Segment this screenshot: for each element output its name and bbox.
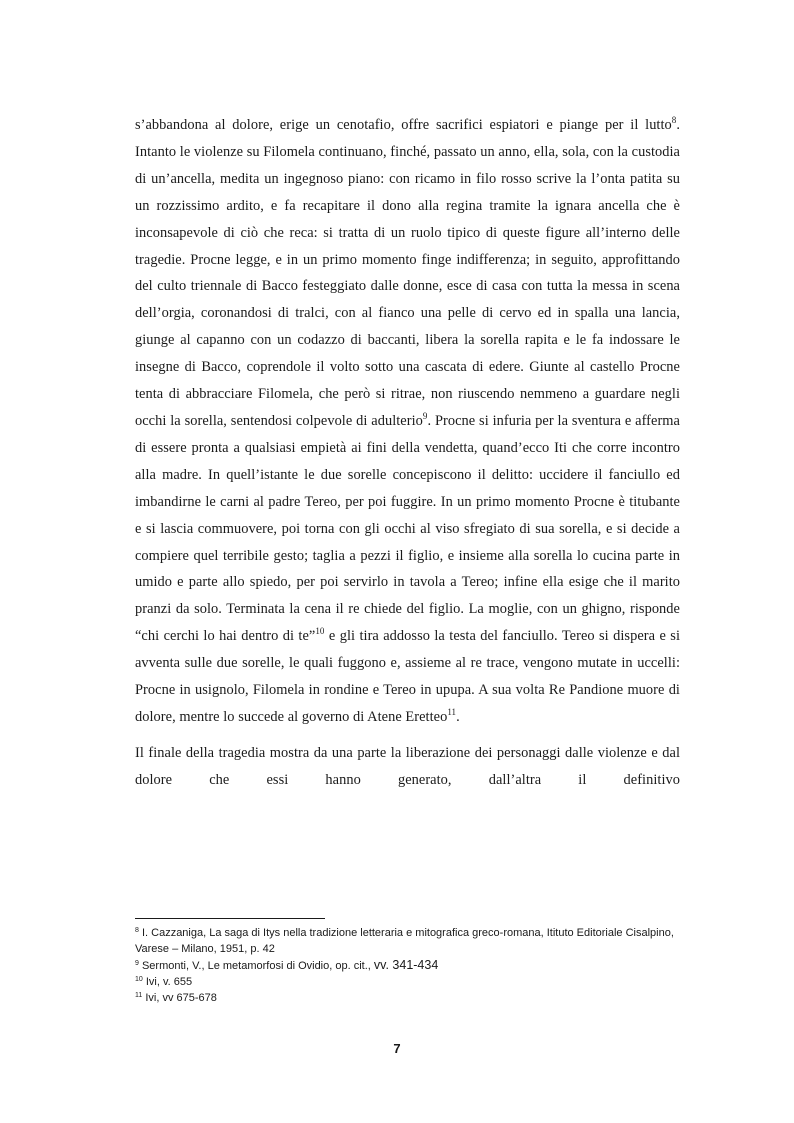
footnote-text: Ivi, v. 655 (142, 976, 193, 988)
footnote (135, 974, 680, 990)
footnote-ref[interactable]: 9 (422, 410, 428, 421)
paragraph: Il finale della tragedia mostra da una parte la liberazione dei personaggi dalle violenze e dal dolore che essi hanno generato, dall’altra il definitivo (135, 744, 680, 788)
footnote-text: I. Cazzaniga, La saga di Itys nella tradizione letteraria e mitografica greco-romana, Itituto Editoriale Cisalpino, Varese – Milano, 1951, p. 42 (135, 927, 674, 955)
footnote-number: 9 (135, 960, 139, 967)
footnote-text: Sermonti, V., Le metamorfosi di Ovidio, op. cit., (138, 960, 374, 972)
text-run: . (456, 708, 460, 725)
footnote (135, 925, 680, 957)
paragraph (135, 112, 680, 731)
text-run: . Procne si infuria per la sventura e afferma di essere pronta a qualsiasi empietà ai fini della vendetta, quand’ecco Iti che corre incontro alla madre. In quell’istante le due sorelle concepiscono il delitto: uccidere il fanciullo ed imbandirne le carni al padre Tereo, per poi fuggire. In un primo momento Procne è titubante e si lascia commuovere, poi torna con gli occhi al viso sfregiato di sua sorella, e si decide a compiere quel terribile gesto; taglia a pezzi il figlio, e insieme alla sorella lo cucina parte in umido e parte allo spiedo, per poi servirlo in tavola a Tereo; infine ella esige che il marito pranzi da solo. Terminata la cena il re chiede del figlio. La moglie, con un ghigno, risponde “chi cerchi lo hai dentro di te” (135, 412, 680, 645)
text-run: . Intanto le violenze su Filomela continuano, finché, passato un anno, ella, sola, con la custodia di un’ancella, medita un ingegnoso piano: con ricamo in filo rosso scrive la l’onta patita su un rozzissimo ardito, e fa recapitare il dono alla regina tramite la ignara ancella che è inconsapevole di ciò che reca: si tratta di un ruolo tipico di queste figure all’interno delle tragedie. Procne legge, e in un primo momento finge indifferenza; in seguito, approfittando del culto triennale di Bacco festeggiato dalle donne, esce di casa con tutta la messa in scena dell’orgia, coronandosi di tralci, con al fianco una pelle di cervo ed in spalla una lancia, giunge al capanno con un codazzo di baccanti, libera la sorella rapita e le fa indossare le insegne di Bacco, coprendole il volto sotto una cascata di edere. Giunte al castello Procne tenta di abbracciare Filomela, che però si ritrae, non riuscendo nemmeno a guardare negli occhi la sorella, sentendosi colpevole di adulterio (135, 117, 680, 429)
footnote-number: 11 (135, 992, 143, 999)
footnote (135, 990, 680, 1006)
footnote-ref[interactable]: 8 (671, 115, 677, 125)
footnote-separator (135, 918, 325, 919)
footnote-ref[interactable]: 11 (447, 706, 457, 717)
page-number: 7 (393, 1041, 401, 1056)
footnote (135, 957, 680, 974)
footnote-number: 8 (135, 927, 139, 934)
footnote-number: 10 (135, 976, 143, 983)
footnotes (135, 925, 680, 1006)
footnote-text: Ivi, vv 675-678 (142, 992, 217, 1004)
text-run: s’abbandona al dolore, erige un cenotafio, offre sacrifici espiatori e piange per il lutto (135, 117, 672, 133)
footnote-text: vv. 341-434 (373, 958, 439, 972)
body-text (135, 112, 680, 794)
footnote-ref[interactable]: 10 (315, 626, 325, 637)
text-run: e gli tira addosso la testa del fanciullo. Tereo si dispera e si avventa sulle due sorelle, le quali fuggono e, assieme al re trace, vengono mutate in uccelli: Procne in usignolo, Filomela in rondine e Tereo in upupa. A sua volta Re Pandione muore di dolore, mentre lo succede al governo di Atene Eretteo (135, 628, 680, 725)
